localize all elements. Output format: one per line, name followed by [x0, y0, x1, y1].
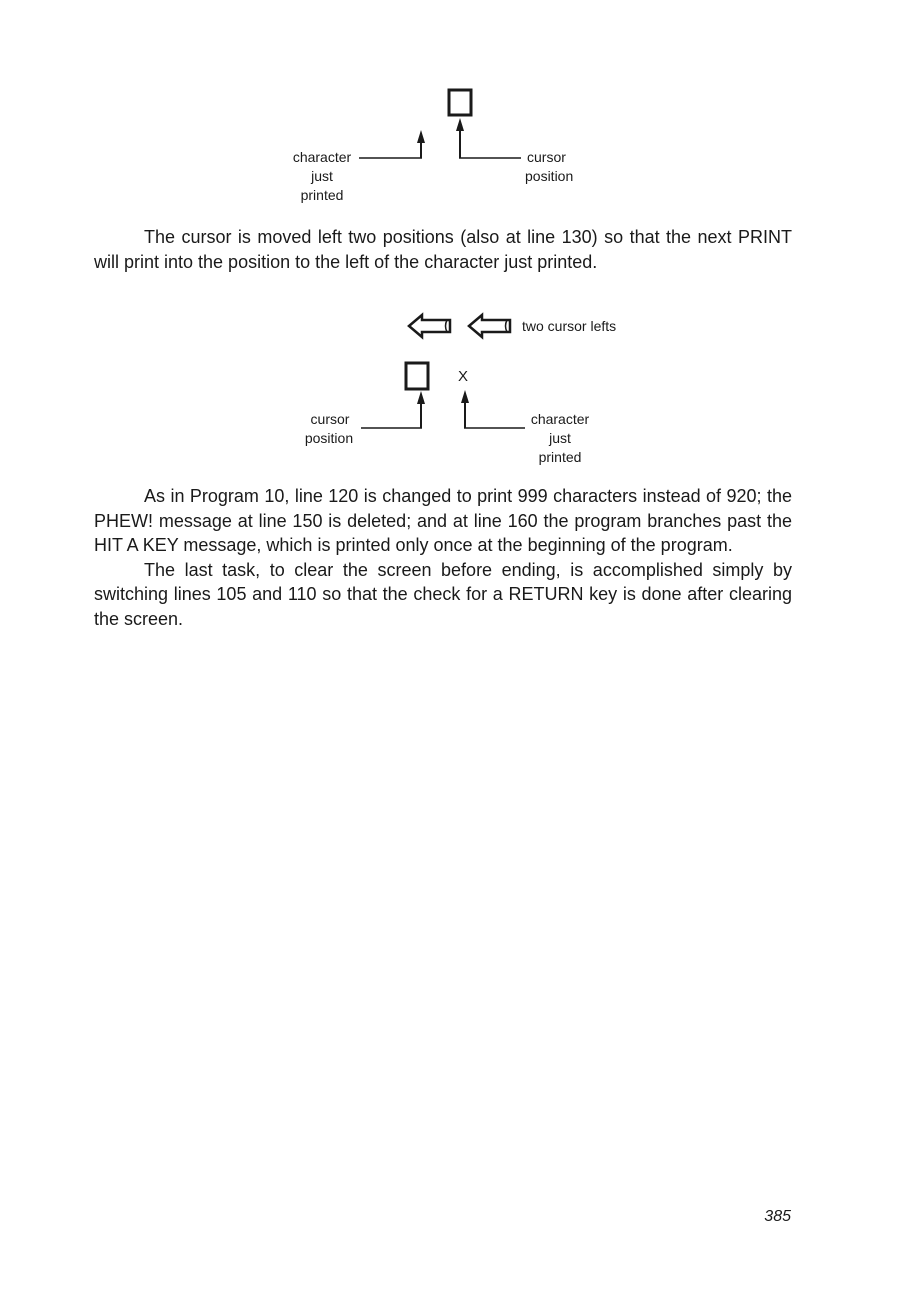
label-cursor-position: cursor position: [304, 411, 354, 446]
paragraph-program-changes: As in Program 10, line 120 is changed to print 999 characters instead of 920; the PHEW! message at line 150 is deleted; and at line 160 the program branches past the HIT A KEY message, which is printed only once at the beginning of the program.: [94, 486, 792, 555]
label-character-just-printed: character just printed: [530, 411, 590, 465]
page-number: 385: [764, 1208, 791, 1225]
label-cursor-position: cursor position: [525, 149, 574, 184]
body-text: [94, 484, 792, 631]
paragraph-clear-screen: The last task, to clear the screen before ending, is accomplished simply by switching lines 105 and 110 so that the check for a RETURN key is done after clearing the screen.: [94, 559, 792, 629]
paragraph-cursor-moved: The cursor is moved left two positions (also at line 130) so that the next PRINT will print into the position to the left of the character just printed.: [94, 227, 792, 272]
diagram2-graphic: [0, 0, 912, 470]
label-character-just-printed: character just printed: [292, 149, 352, 203]
cursor-box-icon: [406, 363, 428, 389]
cursor-left-key-icon: [409, 315, 450, 337]
cursor-left-key-icon: [469, 315, 510, 337]
char-x-symbol: X: [458, 368, 469, 385]
label-two-cursor-lefts: two cursor lefts: [522, 318, 617, 334]
